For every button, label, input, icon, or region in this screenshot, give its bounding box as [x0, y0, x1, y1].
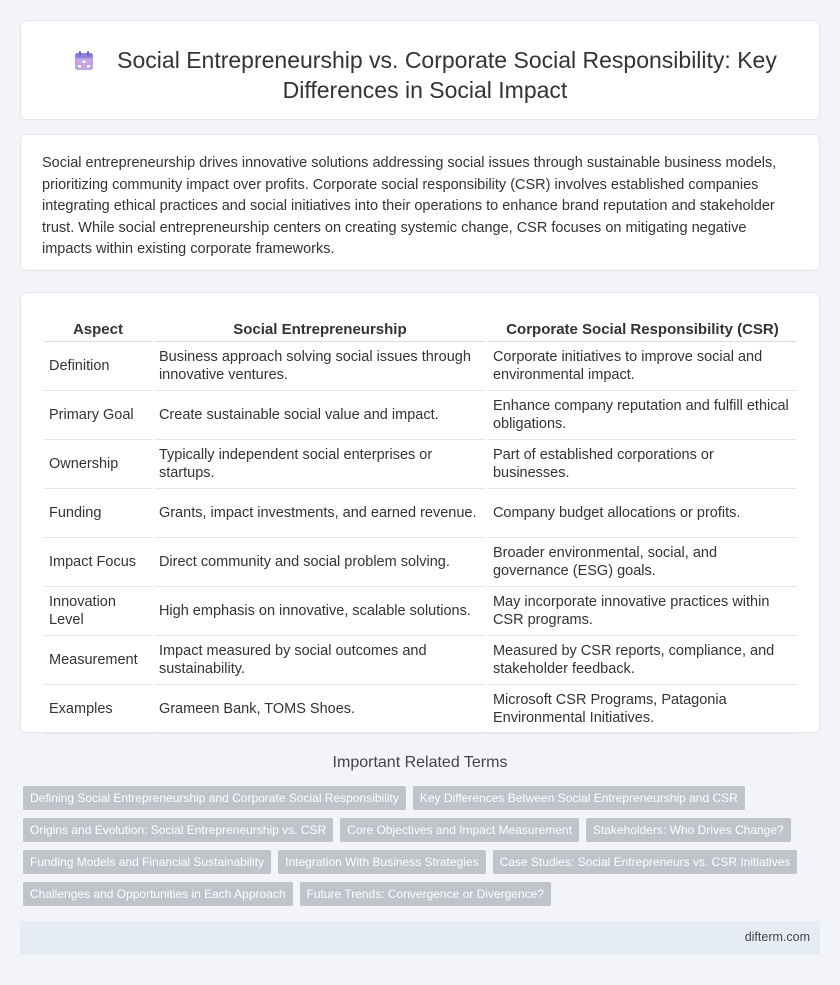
- page-title-text: Social Entrepreneurship vs. Corporate Social Responsibility: Key Differences in Social Impact: [117, 47, 777, 103]
- row-aspect: Measurement: [44, 636, 152, 685]
- row-aspect: Innovation Level: [44, 587, 152, 636]
- row-social-entrepreneurship: Grants, impact investments, and earned revenue.: [154, 489, 486, 538]
- header-card: [20, 20, 820, 120]
- row-social-entrepreneurship: High emphasis on innovative, scalable solutions.: [154, 587, 486, 636]
- header-csr: Corporate Social Responsibility (CSR): [488, 314, 797, 342]
- header-aspect: Aspect: [44, 314, 152, 342]
- table-row: [44, 440, 797, 489]
- related-terms-list: [23, 786, 823, 906]
- table-row: [44, 489, 797, 538]
- row-csr: Measured by CSR reports, compliance, and stakeholder feedback.: [488, 636, 797, 685]
- row-aspect: Definition: [44, 342, 152, 391]
- related-term-tag[interactable]: Integration With Business Strategies: [278, 850, 485, 874]
- row-aspect: Ownership: [44, 440, 152, 489]
- table-row: [44, 391, 797, 440]
- related-term-tag[interactable]: Future Trends: Convergence or Divergence?: [300, 882, 551, 906]
- related-terms-heading: Important Related Terms: [332, 754, 508, 771]
- footer-site-link[interactable]: difterm.com: [744, 930, 810, 944]
- header-social-entrepreneurship: Social Entrepreneurship: [154, 314, 486, 342]
- row-social-entrepreneurship: Typically independent social enterprises or startups.: [154, 440, 486, 489]
- row-social-entrepreneurship: Business approach solving social issues through innovative ventures.: [154, 342, 486, 391]
- table-row: [44, 342, 797, 391]
- related-term-tag[interactable]: Funding Models and Financial Sustainability: [23, 850, 271, 874]
- row-aspect: Examples: [44, 685, 152, 734]
- row-social-entrepreneurship: Direct community and social problem solving.: [154, 538, 486, 587]
- related-term-tag[interactable]: Core Objectives and Impact Measurement: [340, 818, 579, 842]
- row-csr: Company budget allocations or profits.: [488, 489, 797, 538]
- table-row: [44, 685, 797, 734]
- row-social-entrepreneurship: Create sustainable social value and impact.: [154, 391, 486, 440]
- related-term-tag[interactable]: Case Studies: Social Entrepreneurs vs. CSR Initiatives: [493, 850, 798, 874]
- row-csr: Microsoft CSR Programs, Patagonia Environmental Initiatives.: [488, 685, 797, 734]
- related-term-tag[interactable]: Stakeholders: Who Drives Change?: [586, 818, 791, 842]
- calendar-icon: [73, 50, 95, 72]
- row-social-entrepreneurship: Impact measured by social outcomes and sustainability.: [154, 636, 486, 685]
- table-header-row: [44, 314, 797, 342]
- row-csr: Corporate initiatives to improve social and environmental impact.: [488, 342, 797, 391]
- table-row: [44, 538, 797, 587]
- comparison-table: [42, 314, 799, 734]
- row-csr: May incorporate innovative practices within CSR programs.: [488, 587, 797, 636]
- table-row: [44, 636, 797, 685]
- row-aspect: Impact Focus: [44, 538, 152, 587]
- page-title: [51, 45, 799, 105]
- table-row: [44, 587, 797, 636]
- row-csr: Part of established corporations or businesses.: [488, 440, 797, 489]
- row-social-entrepreneurship: Grameen Bank, TOMS Shoes.: [154, 685, 486, 734]
- footer: [20, 921, 820, 954]
- intro-card: [20, 134, 820, 271]
- row-aspect: Primary Goal: [44, 391, 152, 440]
- row-csr: Broader environmental, social, and governance (ESG) goals.: [488, 538, 797, 587]
- row-aspect: Funding: [44, 489, 152, 538]
- related-term-tag[interactable]: Origins and Evolution: Social Entrepreneurship vs. CSR: [23, 818, 333, 842]
- related-term-tag[interactable]: Key Differences Between Social Entrepreneurship and CSR: [413, 786, 745, 810]
- intro-paragraph: Social entrepreneurship drives innovative solutions addressing social issues through sustainable business models, prioritizing community impact over profits. Corporate social responsibility (CSR) involves established companies integrating ethical practices and social initiatives into their operations to enhance brand reputation and stakeholder trust. While social entrepreneurship centers on creating systemic change, CSR focuses on mitigating negative impacts within existing corporate frameworks.: [42, 155, 777, 257]
- row-csr: Enhance company reputation and fulfill ethical obligations.: [488, 391, 797, 440]
- related-term-tag[interactable]: Challenges and Opportunities in Each Approach: [23, 882, 293, 906]
- related-term-tag[interactable]: Defining Social Entrepreneurship and Corporate Social Responsibility: [23, 786, 406, 810]
- comparison-table-card: [20, 292, 820, 733]
